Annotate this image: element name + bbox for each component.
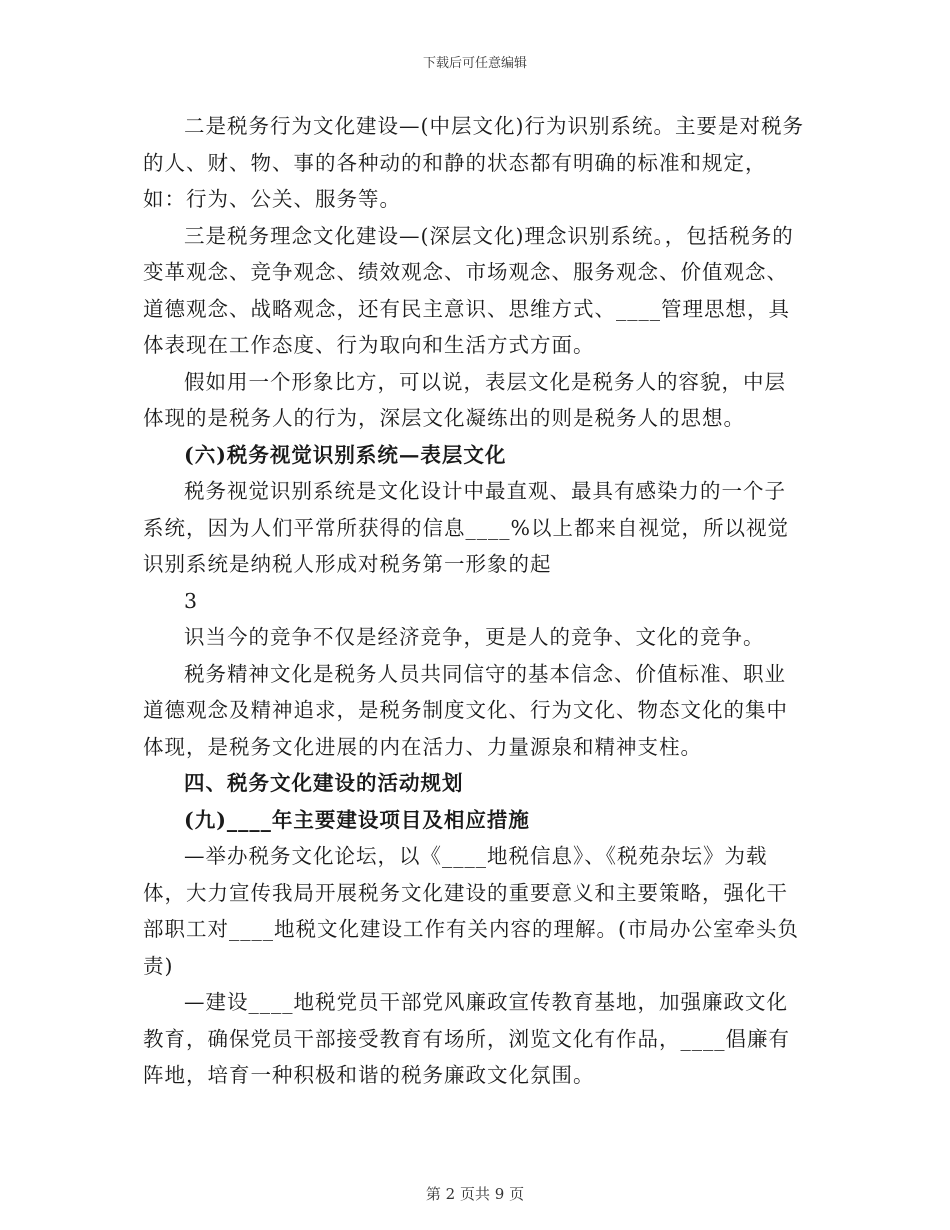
paragraph-spirit-culture: 税务精神文化是税务人员共同信守的基本信念、价值标准、职业道德观念及精神追求，是税务制度文化、行为文化、物态文化的集中体现，是税务文化进展的内在活力、力量源泉和精神支柱。 bbox=[143, 661, 788, 759]
paragraph-behavior-culture: 二是税务行为文化建设—(中层文化)行为识别系统。主要是对税务的人、财、物、事的各种动的和静的状态都有明确的标准和规定，如：行为、公关、服务等。 bbox=[143, 114, 804, 211]
paragraph-competition: 识当今的竞争不仅是经济竞争，更是人的竞争、文化的竞争。 bbox=[184, 625, 765, 649]
paragraph-forum: —举办税务文化论坛，以《____地税信息》、《税苑杂坛》为载体，大力宣传我局开展税务文化建设的重要意义和主要策略，强化干部职工对____地税文化建设工作有关内容的理解。(市局办公室牵头负责) bbox=[143, 844, 799, 978]
paragraph-concept-culture: 三是税务理念文化建设—(深层文化)理念识别系统。，包括税务的变革观念、竞争观念、绩效观念、市场观念、服务观念、价值观念、道德观念、战略观念，还有民主意识、思维方式、____管理思想，具体表现在工作态度、行为取向和生活方式方面。 bbox=[143, 223, 794, 357]
page-header: 下载后可任意编辑 bbox=[422, 56, 527, 71]
paragraph-education-base: —建设____地税党员干部党风廉政宣传教育基地，加强廉政文化教育，确保党员干部接受教育有场所，浏览文化有作品，____倡廉有阵地，培育一种积极和谐的税务廉政文化氛围。 bbox=[143, 990, 790, 1087]
page-number-marker: 3 bbox=[184, 588, 199, 613]
heading-visual-identity: (六)税务视觉识别系统—表层文化 bbox=[184, 442, 507, 467]
heading-annual-projects: (九)____年主要建设项目及相应措施 bbox=[184, 807, 530, 832]
heading-activity-plan: 四、税务文化建设的活动规划 bbox=[184, 771, 464, 795]
paragraph-metaphor: 假如用一个形象比方，可以说，表层文化是税务人的容貌，中层体现的是税务人的行为，深层文化凝练出的则是税务人的思想。 bbox=[143, 369, 786, 430]
paragraph-visual-identity: 税务视觉识别系统是文化设计中最直观、最具有感染力的一个子系统，因为人们平常所获得的信息____%以上都来自视觉，所以视觉识别系统是纳税人形成对税务第一形象的起 bbox=[143, 479, 789, 576]
page-footer: 第 2 页共 9 页 bbox=[425, 1185, 525, 1203]
document-body bbox=[143, 108, 805, 1094]
